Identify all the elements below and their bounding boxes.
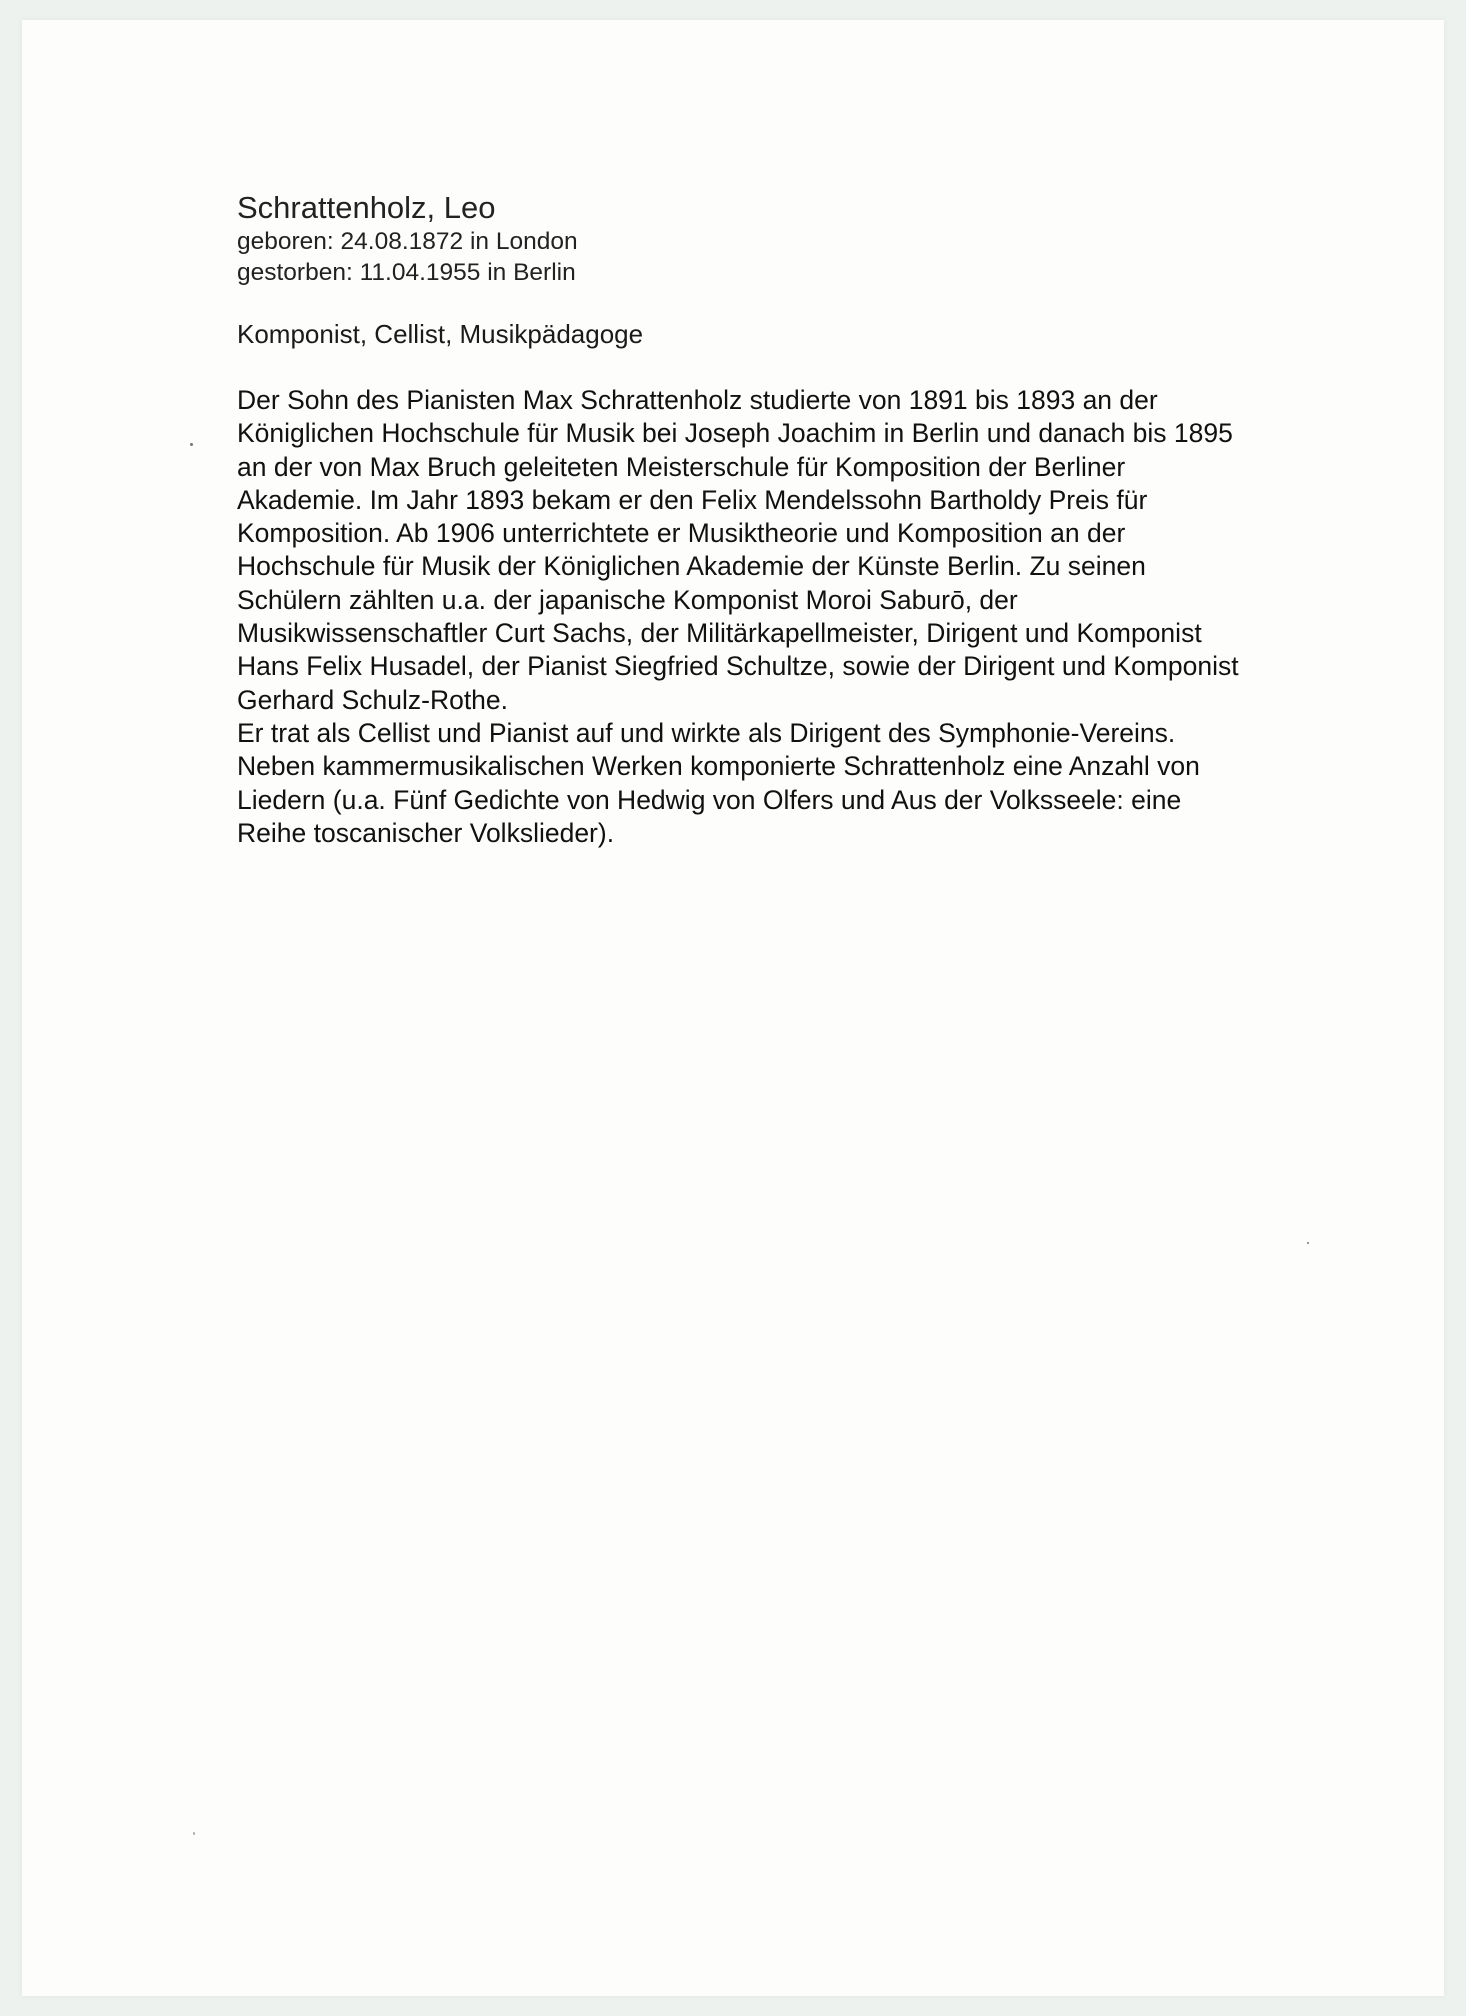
biography-entry [237,190,1337,850]
biography-line: Schülern zählten u.a. der japanische Komponist Moroi Saburō, der [237,584,1018,615]
biography-line: Musikwissenschaftler Curt Sachs, der Militärkapellmeister, Dirigent und Komponist [237,618,1202,649]
biography-line: Hochschule für Musik der Königlichen Akademie der Künste Berlin. Zu seinen [237,551,1146,582]
biography-line: Königlichen Hochschule für Musik bei Joseph Joachim in Berlin und danach bis 1895 [237,418,1233,449]
person-name: Schrattenholz, Leo [237,190,496,225]
biography-line: Der Sohn des Pianisten Max Schrattenholz studierte von 1891 bis 1893 an der [237,385,1158,415]
biography-line: Reihe toscanischer Volkslieder). [237,817,615,848]
scan-speck [193,1832,195,1835]
birth-info: geboren: 24.08.1872 in London [237,228,578,255]
biography-line: Liedern (u.a. Fünf Gedichte von Hedwig von Olfers und Aus der Volksseele: eine [237,784,1182,815]
death-info: gestorben: 11.04.1955 in Berlin [237,259,576,286]
document-page [22,20,1444,1996]
scan-speck [1307,1242,1309,1244]
biography-line: an der von Max Bruch geleiteten Meisterschule für Komposition der Berliner [237,451,1126,482]
biography-line: Akademie. Im Jahr 1893 bekam er den Felix Mendelssohn Bartholdy Preis für [237,484,1148,515]
biography-line: Er trat als Cellist und Pianist auf und wirkte als Dirigent des Symphonie-Vereins. [237,717,1176,748]
biography-line: Gerhard Schulz-Rothe. [237,684,509,715]
scan-speck [190,443,193,446]
biography-text [237,384,1337,850]
biography-line: Neben kammermusikalischen Werken komponierte Schrattenholz eine Anzahl von [237,751,1200,782]
profession-line: Komponist, Cellist, Musikpädagoge [237,319,644,349]
biography-line: Hans Felix Husadel, der Pianist Siegfried Schultze, sowie der Dirigent und Komponist [237,651,1239,682]
biography-line: Komposition. Ab 1906 unterrichtete er Musiktheorie und Komposition an der [237,518,1126,549]
